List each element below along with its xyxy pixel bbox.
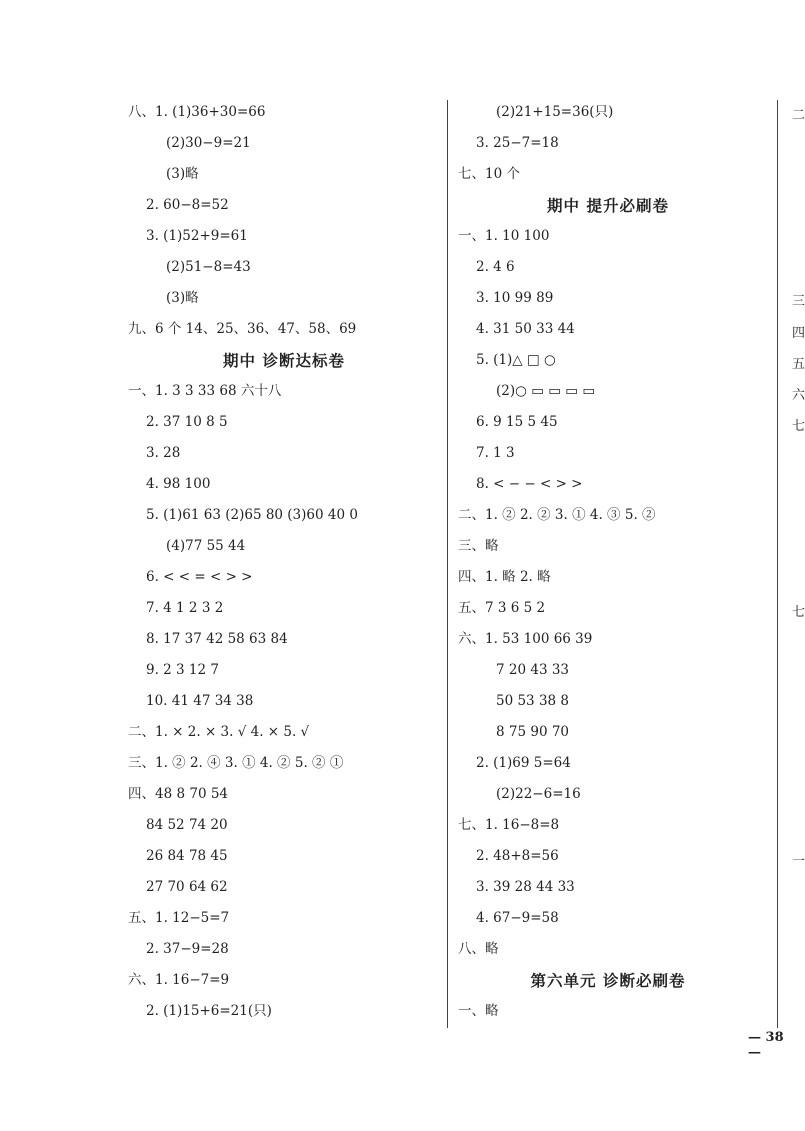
answer-line: 6. < < = < > > xyxy=(146,569,253,585)
answer-line: 7. 1 3 xyxy=(476,445,515,461)
answer-line: 26 84 78 45 xyxy=(146,848,228,864)
answer-line: 2. 4 6 xyxy=(476,259,515,275)
answer-line: (2)51−8=43 xyxy=(166,259,251,275)
answer-line: 三、1. ② 2. ④ 3. ① 4. ② 5. ② ① xyxy=(128,755,344,771)
column-divider-right xyxy=(777,100,778,1028)
answer-line: 六、1. 53 100 66 39 xyxy=(458,631,593,647)
cutoff-glyph: 一 xyxy=(792,854,805,869)
answer-line: 84 52 74 20 xyxy=(146,817,228,833)
answer-line: 27 70 64 62 xyxy=(146,879,228,895)
left-answer-column xyxy=(128,97,440,1027)
answer-line: 八、1. (1)36+30=66 xyxy=(128,104,266,120)
answer-line: 4. 67−9=58 xyxy=(476,910,559,926)
answer-line: 二、1. × 2. × 3. √ 4. × 5. √ xyxy=(128,724,310,740)
answer-line: 二、1. ② 2. ② 3. ① 4. ③ 5. ② xyxy=(458,507,656,523)
answer-line: 10. 41 47 34 38 xyxy=(146,693,254,709)
answer-line: 五、1. 12−5=7 xyxy=(128,910,230,926)
answer-line: 8. 17 37 42 58 63 84 xyxy=(146,631,288,647)
answer-line: 9. 2 3 12 7 xyxy=(146,662,219,678)
answer-line: 九、6 个 14、25、36、47、58、69 xyxy=(128,321,357,337)
answer-line: (2)○ ▭ ▭ ▭ ▭ xyxy=(496,383,596,399)
answer-line: 3. (1)52+9=61 xyxy=(146,228,248,244)
answer-line: 六、1. 16−7=9 xyxy=(128,972,230,988)
answer-line: 6. 9 15 5 45 xyxy=(476,414,558,430)
answer-line: 三、略 xyxy=(458,538,499,554)
cutoff-glyph: 七 xyxy=(792,605,805,620)
answer-line: 3. 25−7=18 xyxy=(476,135,559,151)
cutoff-glyph: 六 xyxy=(792,388,805,403)
answer-line: 2. 60−8=52 xyxy=(146,197,229,213)
answer-line: 七、1. 16−8=8 xyxy=(458,817,560,833)
answer-line: 一、1. 10 100 xyxy=(458,228,550,244)
answer-line: 一、1. 3 3 33 68 六十八 xyxy=(128,383,282,399)
section-heading: 期中 诊断达标卷 xyxy=(223,351,345,370)
answer-line: 五、7 3 6 5 2 xyxy=(458,600,546,616)
cutoff-glyph: 五 xyxy=(792,357,805,372)
answer-line: (3)略 xyxy=(166,290,199,306)
answer-line: 7 20 43 33 xyxy=(496,662,569,678)
answer-line: 4. 31 50 33 44 xyxy=(476,321,575,337)
cutoff-glyph: 二 xyxy=(792,108,805,123)
cutoff-glyph: 四 xyxy=(792,326,805,341)
cutoff-glyph: 七 xyxy=(792,419,805,434)
answer-line: 四、48 8 70 54 xyxy=(128,786,228,802)
answer-line: 3. 39 28 44 33 xyxy=(476,879,575,895)
section-heading: 期中 提升必刷卷 xyxy=(547,196,669,215)
answer-line: 四、1. 略 2. 略 xyxy=(458,569,551,585)
answer-line: 5. (1)61 63 (2)65 80 (3)60 40 0 xyxy=(146,507,358,523)
answer-line: (2)30−9=21 xyxy=(166,135,251,151)
answer-line: 5. (1)△ □ ○ xyxy=(476,352,556,368)
middle-answer-column xyxy=(458,97,758,1027)
answer-line: 7. 4 1 2 3 2 xyxy=(146,600,224,616)
answer-line: (2)22−6=16 xyxy=(496,786,581,802)
answer-line: 七、10 个 xyxy=(458,166,520,182)
page-number: — 38 — xyxy=(748,1030,784,1060)
answer-line: 8. < − − < > > xyxy=(476,476,583,492)
cutoff-glyph: 三 xyxy=(792,294,805,309)
answer-line: 八、略 xyxy=(458,941,499,957)
answer-line: 4. 98 100 xyxy=(146,476,211,492)
section-heading: 第六单元 诊断必刷卷 xyxy=(530,971,686,990)
answer-line: 2. (1)69 5=64 xyxy=(476,755,571,771)
answer-line: 3. 10 99 89 xyxy=(476,290,554,306)
answer-line: 8 75 90 70 xyxy=(496,724,569,740)
answer-line: 一、略 xyxy=(458,1003,499,1019)
answer-line: 3. 28 xyxy=(146,445,181,461)
column-divider-left xyxy=(447,100,448,1028)
answer-line: 2. (1)15+6=21(只) xyxy=(146,1003,272,1019)
answer-line: 2. 37 10 8 5 xyxy=(146,414,228,430)
answer-line: (4)77 55 44 xyxy=(166,538,246,554)
answer-line: 2. 37−9=28 xyxy=(146,941,229,957)
answer-line: (3)略 xyxy=(166,166,199,182)
answer-line: 50 53 38 8 xyxy=(496,693,569,709)
answer-line: 2. 48+8=56 xyxy=(476,848,559,864)
answer-line: (2)21+15=36(只) xyxy=(496,104,614,120)
